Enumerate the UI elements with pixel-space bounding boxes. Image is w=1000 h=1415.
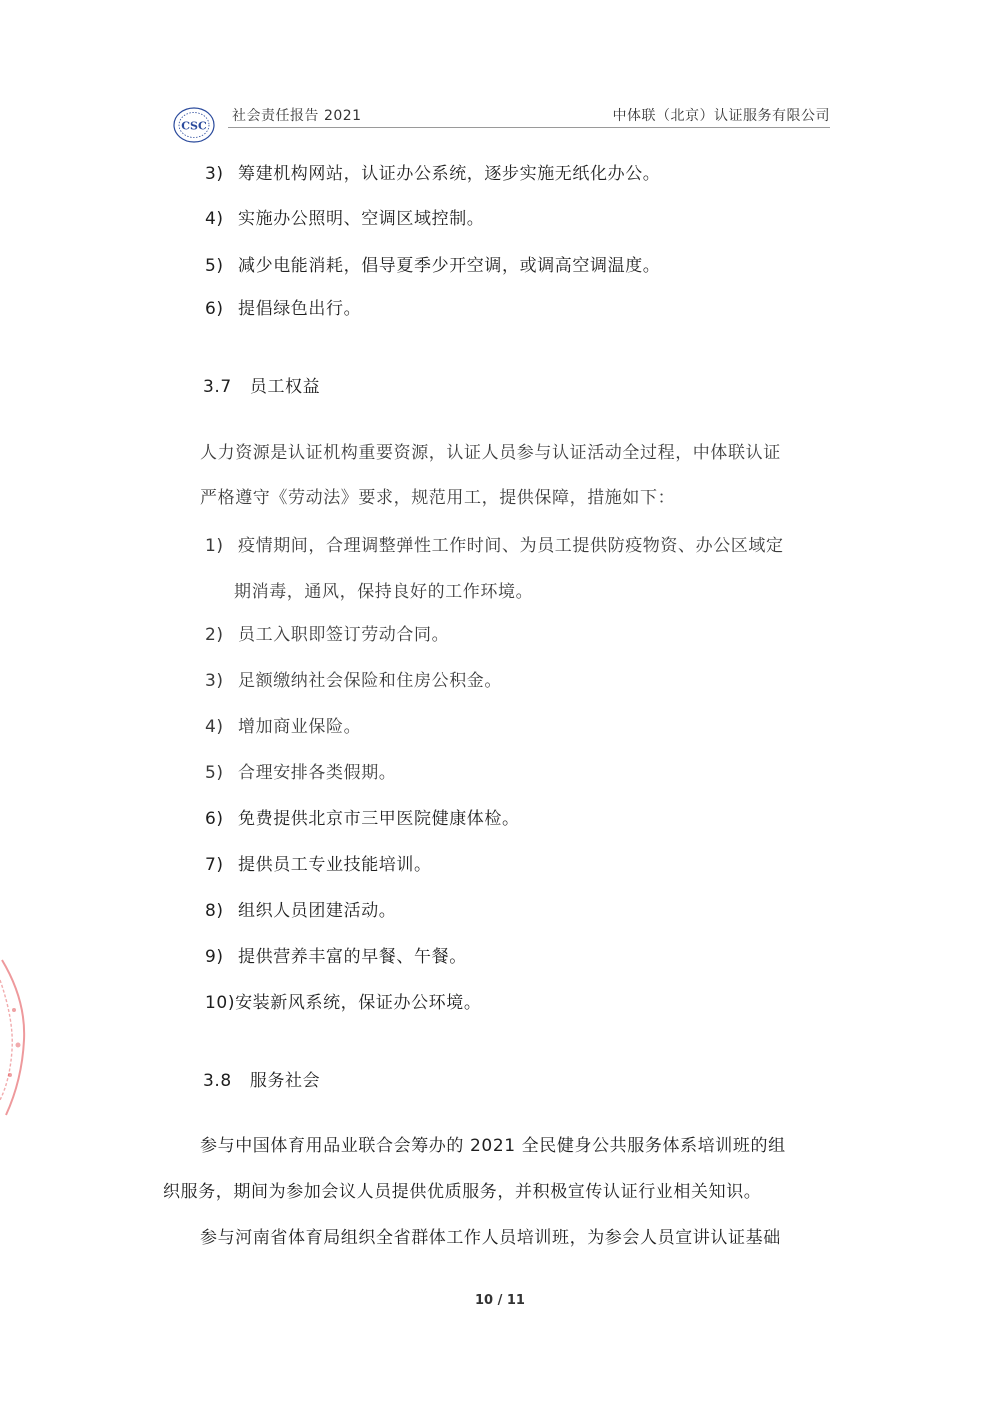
list-item-number: 8) [205, 901, 224, 921]
list-item-text: 足额缴纳社会保险和住房公积金。 [238, 671, 502, 691]
list-item-text: 员工入职即签订劳动合同。 [238, 625, 450, 645]
list-item-text: 安装新风系统，保证办公环境。 [235, 993, 482, 1013]
list-item-number: 7) [205, 855, 224, 875]
list-item-number: 10) [205, 993, 236, 1013]
logo-text: CSC [181, 119, 207, 133]
list-item [205, 765, 396, 782]
list-item-text: 减少电能消耗，倡导夏季少开空调，或调高空调温度。 [238, 256, 661, 276]
list-item-text: 增加商业保险。 [238, 717, 362, 737]
list-item [205, 166, 660, 183]
list-item-text: 提供员工专业技能培训。 [238, 855, 432, 875]
header-report-title: 社会责任报告 2021 [232, 108, 362, 124]
list-item-text: 提倡绿色出行。 [238, 299, 362, 319]
list-item-text: 实施办公照明、空调区域控制。 [238, 209, 485, 229]
paragraph-line: 参与河南省体育局组织全省群体工作人员培训班，为参会人员宣讲认证基础 [200, 1228, 781, 1248]
list-item-number: 3) [205, 671, 224, 691]
list-item [205, 949, 467, 966]
section-heading-3-8 [203, 1066, 320, 1091]
list-item-number: 5) [205, 256, 224, 276]
list-item [205, 811, 520, 828]
list-item [205, 538, 784, 555]
list-item-text: 疫情期间，合理调整弹性工作时间、为员工提供防疫物资、办公区域定 [238, 536, 784, 556]
list-item-number: 4) [205, 209, 224, 229]
page-number: 10 / 11 [475, 1293, 525, 1308]
list-item-text: 提供营养丰富的早餐、午餐。 [238, 947, 467, 967]
list-item [205, 857, 432, 874]
section-title: 服务社会 [249, 1071, 321, 1091]
section-number: 3.7 [203, 377, 232, 397]
list-item-text: 合理安排各类假期。 [238, 763, 397, 783]
list-item [205, 719, 361, 736]
list-item-text: 免费提供北京市三甲医院健康体检。 [238, 809, 520, 829]
list-item-number: 3) [205, 164, 224, 184]
list-item-number: 2) [205, 625, 224, 645]
list-item-text: 组织人员团建活动。 [238, 901, 397, 921]
section-number: 3.8 [203, 1071, 232, 1091]
list-item [205, 995, 481, 1012]
header-divider [228, 127, 830, 128]
list-item [205, 903, 396, 920]
list-item-number: 1) [205, 536, 224, 556]
seal-stamp-fragment [0, 950, 34, 1120]
header-company-name: 中体联（北京）认证服务有限公司 [612, 108, 830, 124]
paragraph-line: 织服务，期间为参加会议人员提供优质服务，并积极宣传认证行业相关知识。 [163, 1182, 762, 1202]
list-item [205, 627, 449, 644]
list-item-number: 4) [205, 717, 224, 737]
list-item-number: 6) [205, 809, 224, 829]
section-title: 员工权益 [249, 377, 321, 397]
section-heading-3-7 [203, 372, 320, 397]
list-item [205, 301, 361, 318]
list-item-number: 5) [205, 763, 224, 783]
list-item-number: 6) [205, 299, 224, 319]
csc-logo [172, 106, 216, 144]
paragraph-line: 参与中国体育用品业联合会筹办的 2021 全民健身公共服务体系培训班的组 [200, 1136, 786, 1156]
list-item-text: 筹建机构网站，认证办公系统，逐步实施无纸化办公。 [238, 164, 661, 184]
paragraph-line: 人力资源是认证机构重要资源，认证人员参与认证活动全过程，中体联认证 [200, 443, 781, 463]
list-item [205, 211, 484, 228]
list-item [205, 258, 660, 275]
list-item-continuation: 期消毒，通风，保持良好的工作环境。 [234, 582, 534, 602]
list-item [205, 673, 502, 690]
list-item-number: 9) [205, 947, 224, 967]
paragraph-line: 严格遵守《劳动法》要求，规范用工，提供保障，措施如下： [200, 488, 676, 508]
